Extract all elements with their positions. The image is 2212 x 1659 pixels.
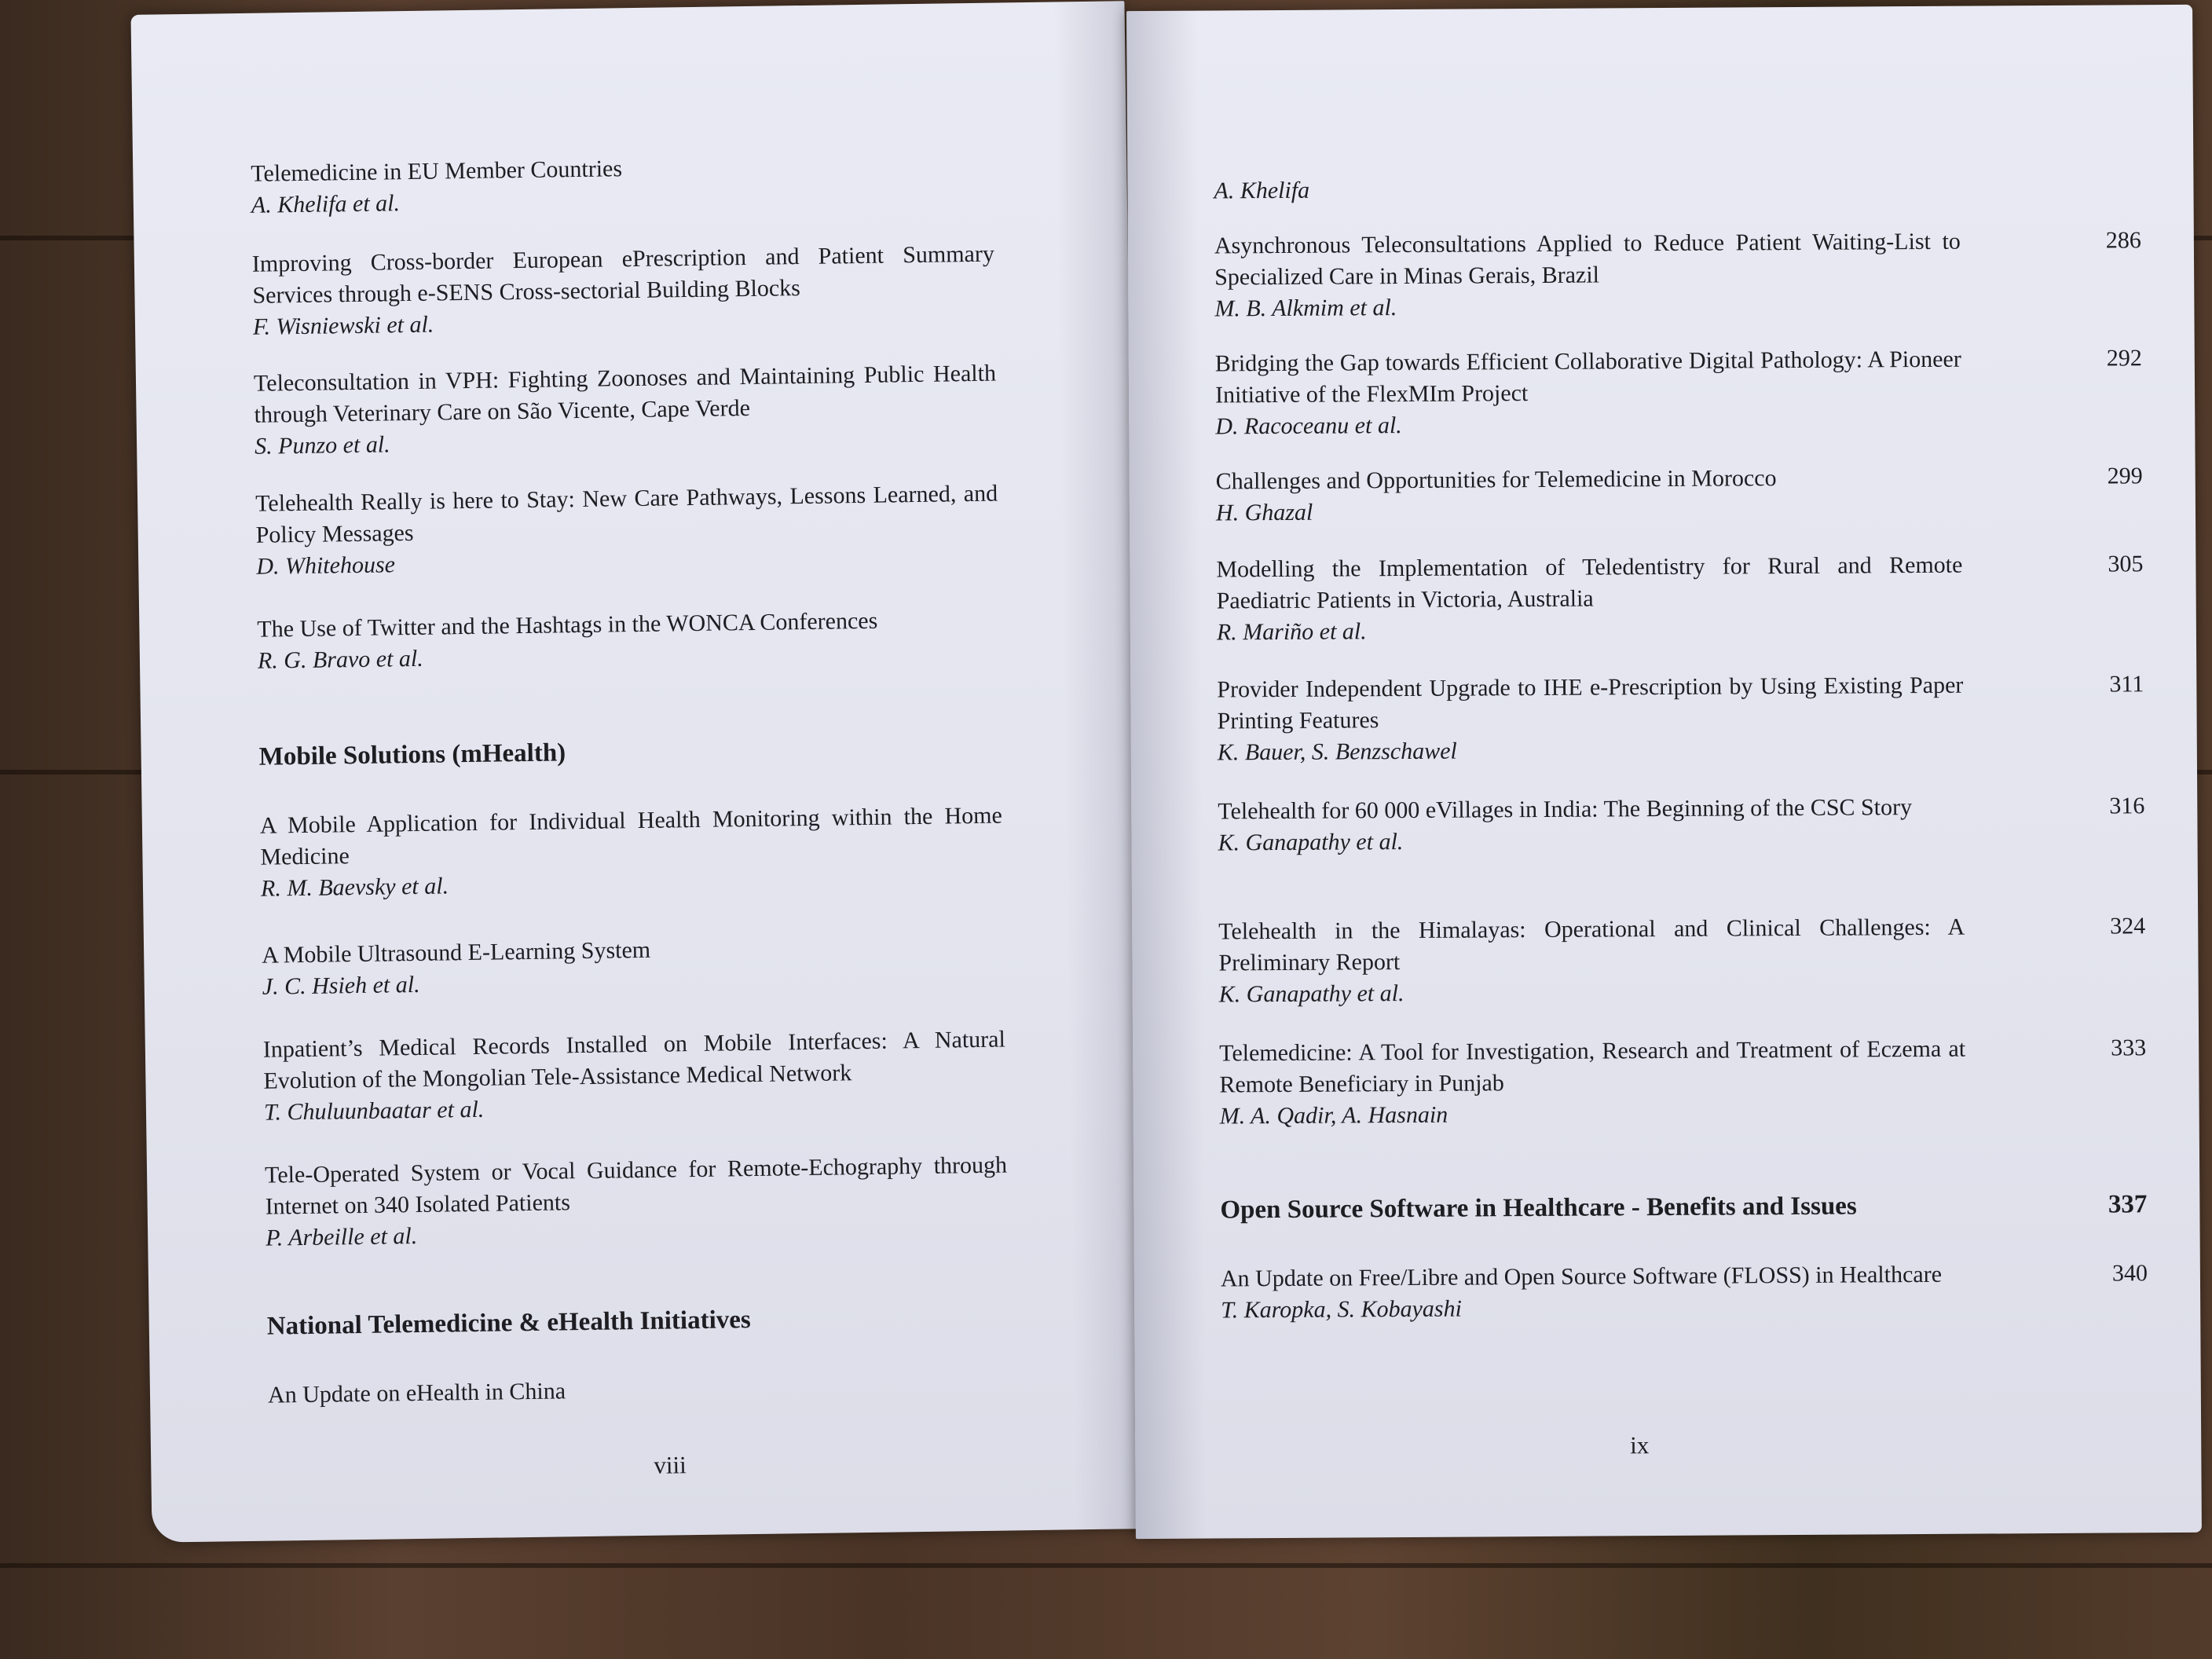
entry-authors: R. Mariño et al. <box>1216 618 1367 646</box>
entry-authors: D. Racoceanu et al. <box>1215 412 1402 440</box>
entry-title: Bridging the Gap towards Efficient Collaborative Digital Pathology: A Pioneer Initiative of the FlexMIm Project <box>1214 346 1961 408</box>
section-title: Open Source Software in Healthcare - Benefits and Issues <box>1220 1192 1857 1225</box>
entry-title: A Mobile Application for Individual Health Monitoring within the Home Medicine <box>259 802 1003 870</box>
entry-title: Telehealth Really is here to Stay: New Care Pathways, Lessons Learned, and Policy Messages <box>255 480 998 548</box>
entry-title: Telehealth for 60 000 eVillages in India: The Beginning of the CSC Story <box>1218 794 1913 825</box>
entry-page-number: 324 <box>2110 913 2146 939</box>
page-folio: ix <box>1630 1431 1650 1459</box>
entry-page-number: 299 <box>2107 463 2143 489</box>
entry-authors: A. Khelifa <box>1214 177 1310 204</box>
toc-entry <box>265 1147 1229 1254</box>
toc-entry <box>1216 460 2143 529</box>
entry-page-number: 333 <box>2111 1035 2147 1061</box>
entry-title: Tele-Operated System or Vocal Guidance for Remote-Echography through Internet on 340 Isolated Patients <box>264 1152 1008 1220</box>
toc-entry <box>260 797 1224 905</box>
entry-page-number: 292 <box>2106 345 2142 372</box>
entry-authors: S. Punzo et al. <box>254 431 390 460</box>
toc-entry <box>1219 1032 2147 1132</box>
entry-authors: M. A. Qadir, A. Hasnain <box>1219 1101 1448 1130</box>
section-title: Mobile Solutions (mHealth) <box>258 738 566 771</box>
entry-title: Improving Cross-border European ePrescription and Patient Summary Services through e-SENS Cross-sectorial Building Blocks <box>251 240 995 309</box>
entry-authors: K. Ganapathy et al. <box>1218 980 1404 1008</box>
toc-entry <box>257 601 1220 677</box>
entry-authors: P. Arbeille et al. <box>266 1222 418 1251</box>
entry-authors: R. M. Baevsky et al. <box>260 873 449 902</box>
toc-entry <box>263 1021 1227 1129</box>
entry-authors: K. Ganapathy et al. <box>1218 829 1404 856</box>
toc-entry <box>252 236 1216 343</box>
entry-title: Telehealth in the Himalayas: Operational and Clinical Challenges: A Preliminary Report <box>1218 914 1965 976</box>
entry-title: Modelling the Implementation of Teledentistry for Rural and Remote Paediatric Patients in Victoria, Australia <box>1216 551 1963 614</box>
entry-title: An Update on Free/Libre and Open Source Software (FLOSS) in Healthcare <box>1220 1261 1943 1292</box>
entry-title: Inpatient’s Medical Records Installed on Mobile Interfaces: A Natural Evolution of the Mongolian Tele-Assistance Medical Network <box>262 1026 1006 1094</box>
entry-title: The Use of Twitter and the Hashtags in the WONCA Conferences <box>257 607 878 643</box>
toc-entry <box>1218 790 2144 859</box>
entry-authors: J. C. Hsieh et al. <box>262 971 420 1000</box>
entry-authors: M. B. Alkmim et al. <box>1214 295 1397 322</box>
toc-section-heading <box>1220 1187 2147 1227</box>
entry-title: A Mobile Ultrasound E-Learning System <box>261 936 651 969</box>
entry-title: Telemedicine: A Tool for Investigation, Research and Treatment of Eczema at Remote Beneficiary in Punjab <box>1219 1035 1966 1098</box>
page-folio: viii <box>654 1451 687 1479</box>
entry-authors: T. Karopka, S. Kobayashi <box>1221 1295 1462 1324</box>
entry-title: An Update on eHealth in China <box>267 1378 566 1408</box>
entry-authors: K. Bauer, S. Benzschawel <box>1217 738 1457 766</box>
entry-authors: T. Chuluunbaatar et al. <box>263 1096 485 1126</box>
section-page-number: 337 <box>2108 1190 2148 1219</box>
toc-entry <box>251 145 1214 222</box>
toc-entry <box>254 355 1218 463</box>
entry-title: Asynchronous Teleconsultations Applied to Reduce Patient Waiting-List to Specialized Care in Minas Gerais, Brazil <box>1214 228 1961 291</box>
toc-entry <box>1214 225 2142 324</box>
entry-page-number: 305 <box>2108 551 2144 577</box>
entry-authors: A. Khelifa et al. <box>251 190 401 218</box>
entry-title: Teleconsultation in VPH: Fighting Zoonoses and Maintaining Public Health through Veterinary Care on São Vicente, Cape Verde <box>253 360 997 428</box>
entry-page-number: 286 <box>2105 227 2141 254</box>
toc-entry <box>1215 342 2143 442</box>
entry-authors: D. Whitehouse <box>256 551 396 580</box>
toc-entry <box>1221 1258 2148 1326</box>
entry-page-number: 311 <box>2109 671 2144 698</box>
toc-entry <box>262 927 1225 1003</box>
toc-entry <box>1218 910 2146 1010</box>
toc-entry <box>1217 668 2144 768</box>
entry-title: Challenges and Opportunities for Telemedicine in Morocco <box>1215 465 1777 495</box>
entry-authors: F. Wisniewski et al. <box>252 311 434 340</box>
entry-authors: R. G. Bravo et al. <box>257 645 423 674</box>
entry-page-number: 340 <box>2111 1260 2148 1287</box>
toc-entry <box>1214 170 2141 207</box>
page-gutter-shadow <box>1126 11 1207 1540</box>
entry-title: Telemedicine in EU Member Countries <box>251 156 623 187</box>
right-page <box>1126 5 2202 1539</box>
entry-title: Provider Independent Upgrade to IHE e-Prescription by Using Existing Paper Printing Features <box>1217 672 1964 734</box>
entry-page-number: 316 <box>2109 793 2145 819</box>
section-title: National Telemedicine & eHealth Initiatives <box>266 1306 751 1341</box>
entry-authors: H. Ghazal <box>1215 499 1313 526</box>
left-page <box>130 1 1145 1542</box>
toc-entry <box>1216 548 2144 648</box>
toc-entry <box>255 475 1219 583</box>
